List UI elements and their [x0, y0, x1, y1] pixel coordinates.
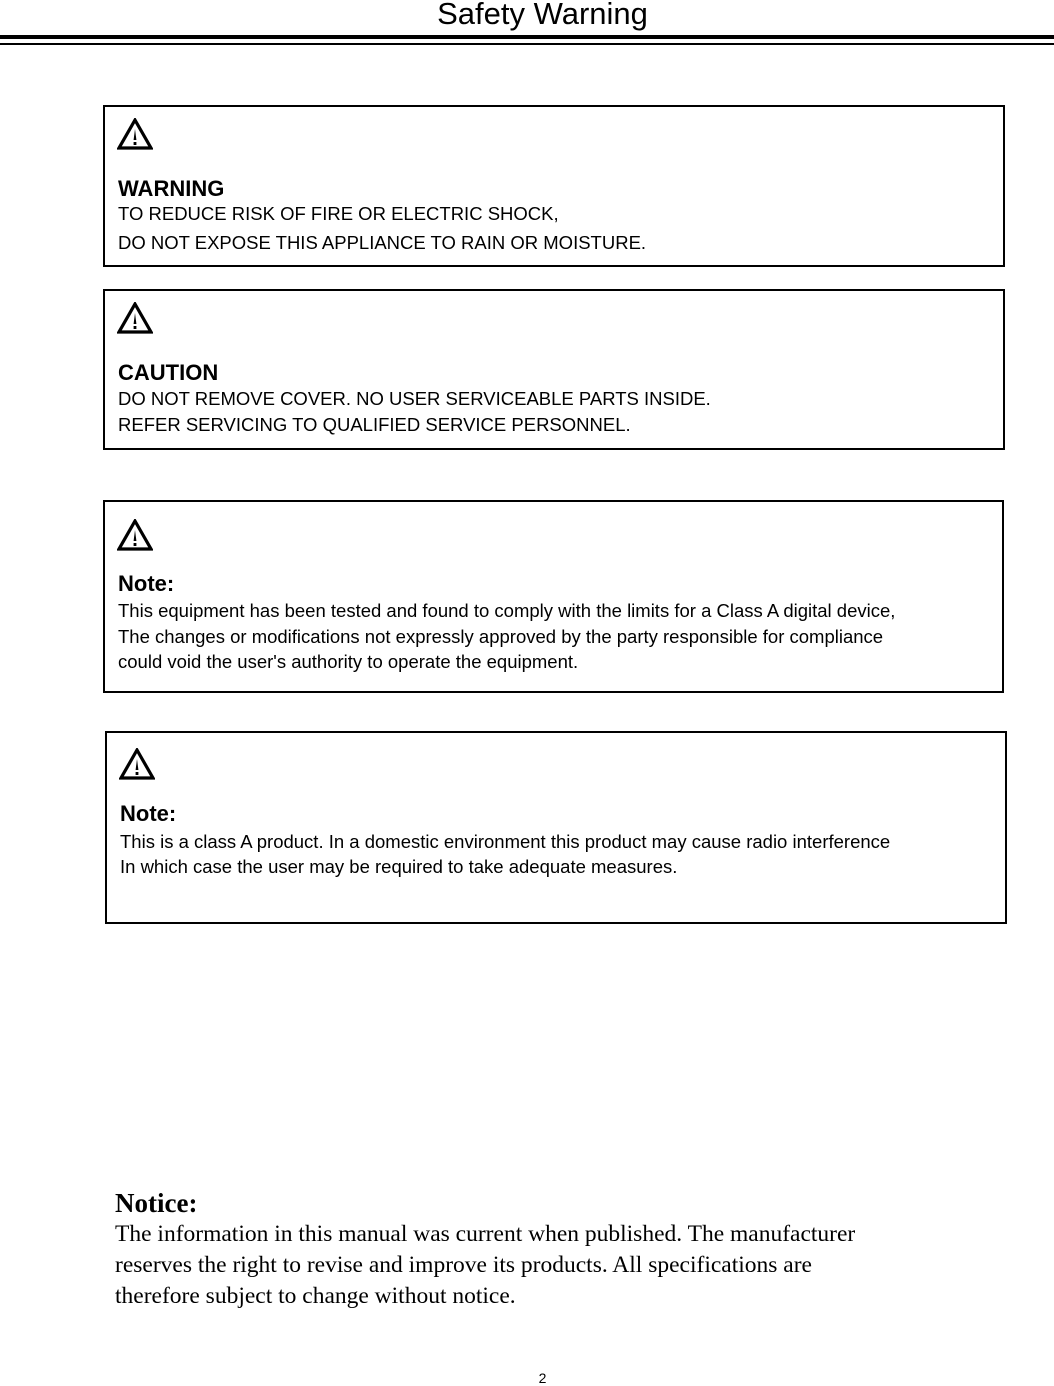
notice-heading: Notice: — [115, 1188, 198, 1218]
note-class-a-heading: Note: — [120, 801, 177, 826]
note-fcc-line-2: The changes or modifications not expressly approved by the party responsible for compliance — [118, 626, 884, 647]
caution-line-2: REFER SERVICING TO QUALIFIED SERVICE PERSONNEL. — [118, 414, 631, 435]
notice-line-2: reserves the right to revise and improve its products. All specifications are — [115, 1252, 812, 1278]
note-fcc-line-1: This equipment has been tested and found to comply with the limits for a Class A digital device, — [118, 600, 896, 621]
warning-triangle-icon — [117, 118, 153, 150]
page-title: Safety Warning — [437, 0, 648, 31]
warning-heading: WARNING — [118, 176, 225, 201]
note-class-a-line-2: In which case the user may be required to take adequate measures. — [120, 856, 678, 877]
note-box-fcc — [103, 500, 1004, 693]
note-box-class-a — [105, 731, 1007, 924]
warning-triangle-icon — [117, 519, 153, 551]
notice-section — [115, 1187, 855, 1312]
caution-heading: CAUTION — [118, 360, 219, 385]
warning-triangle-icon — [119, 748, 155, 780]
caution-box — [103, 289, 1005, 450]
title-rule-thin — [0, 43, 1054, 45]
note-fcc-line-3: could void the user's authority to operate the equipment. — [118, 651, 579, 672]
warning-box — [103, 105, 1005, 267]
caution-line-1: DO NOT REMOVE COVER. NO USER SERVICEABLE PARTS INSIDE. — [118, 388, 711, 409]
note-class-a-line-1: This is a class A product. In a domestic environment this product may cause radio interference — [120, 831, 891, 852]
warning-triangle-icon — [117, 302, 153, 334]
warning-line-2: DO NOT EXPOSE THIS APPLIANCE TO RAIN OR MOISTURE. — [118, 232, 647, 253]
title-rule-thick — [0, 35, 1054, 39]
notice-line-1: The information in this manual was current when published. The manufacturer — [115, 1221, 856, 1247]
note-fcc-heading: Note: — [118, 571, 175, 596]
notice-line-3: therefore subject to change without notice. — [115, 1283, 516, 1309]
page-number: 2 — [538, 1370, 547, 1386]
warning-line-1: TO REDUCE RISK OF FIRE OR ELECTRIC SHOCK, — [118, 203, 559, 224]
